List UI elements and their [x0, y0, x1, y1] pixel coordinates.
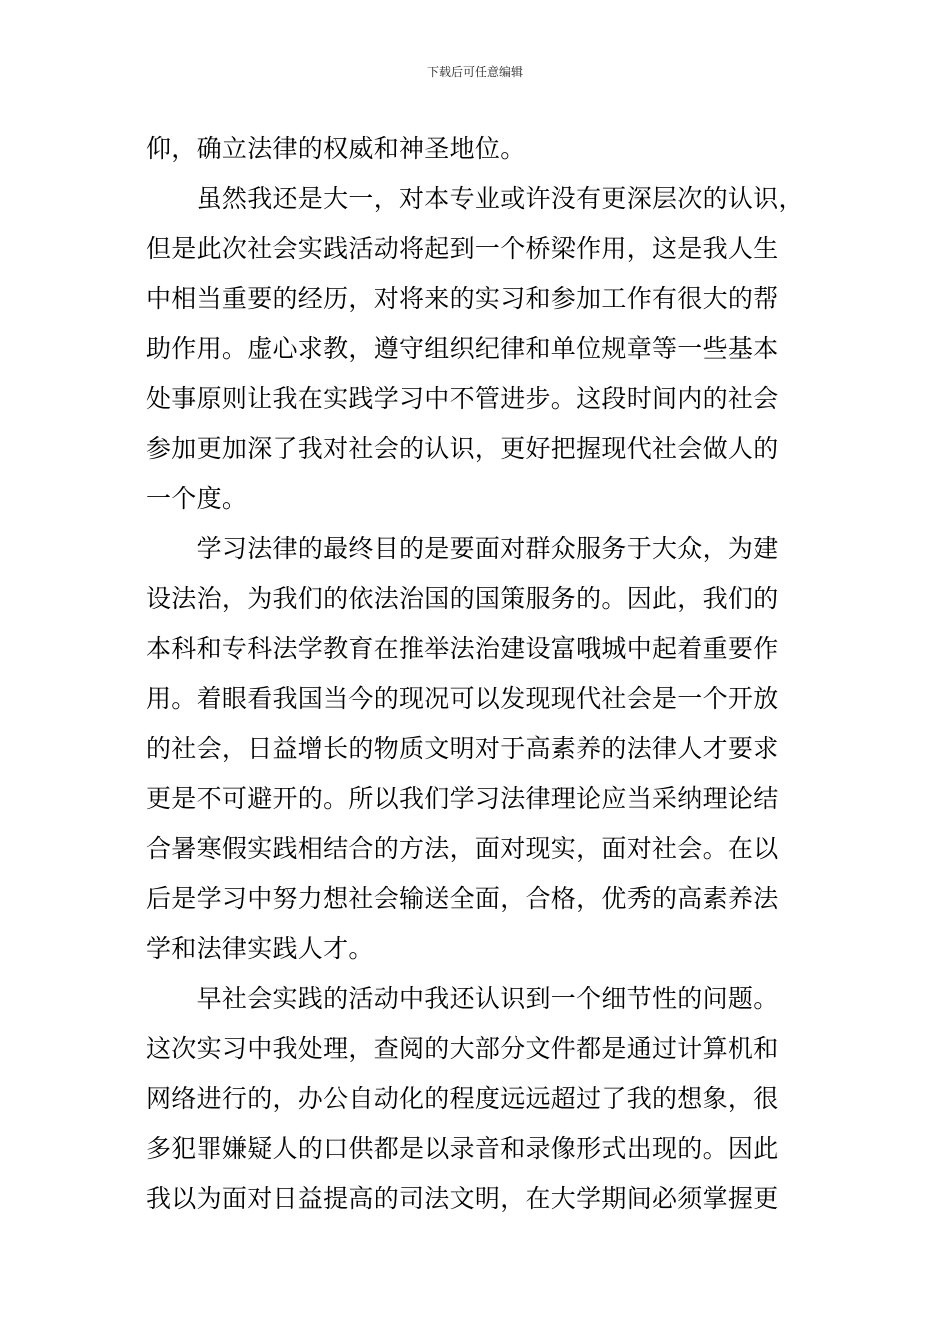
text-line: 早社会实践的活动中我还认识到一个细节性的问题。 [146, 984, 779, 1013]
text-line: 但是此次社会实践活动将起到一个桥梁作用，这是我人生 [146, 234, 779, 263]
text-line: 后是学习中努力想社会输送全面，合格，优秀的高素养法 [146, 884, 779, 913]
text-line: 网络进行的，办公自动化的程度远远超过了我的想象，很 [146, 1084, 779, 1113]
page-header: 下载后可任意编辑 [426, 65, 523, 79]
text-line: 本科和专科法学教育在推举法治建设富哦城中起着重要作 [146, 634, 779, 663]
text-line: 一个度。 [146, 484, 248, 513]
text-line: 更是不可避开的。所以我们学习法律理论应当采纳理论结 [146, 784, 779, 813]
text-line: 虽然我还是大一，对本专业或许没有更深层次的认识， [146, 184, 804, 213]
text-line: 学和法律实践人才。 [146, 934, 374, 963]
text-line: 合暑寒假实践相结合的方法，面对现实，面对社会。在以 [146, 834, 779, 863]
text-line: 参加更加深了我对社会的认识，更好把握现代社会做人的 [146, 434, 779, 463]
text-line: 多犯罪嫌疑人的口供都是以录音和录像形式出现的。因此 [146, 1134, 779, 1163]
text-line: 助作用。虚心求教，遵守组织纪律和单位规章等一些基本 [146, 334, 779, 363]
text-line: 处事原则让我在实践学习中不管进步。这段时间内的社会 [146, 384, 779, 413]
text-line: 用。着眼看我国当今的现况可以发现现代社会是一个开放 [146, 684, 779, 713]
text-line: 中相当重要的经历，对将来的实习和参加工作有很大的帮 [146, 284, 779, 313]
text-line: 这次实习中我处理，查阅的大部分文件都是通过计算机和 [146, 1034, 779, 1063]
text-line: 的社会，日益增长的物质文明对于高素养的法律人才要求 [146, 734, 779, 763]
text-line: 仰，确立法律的权威和神圣地位。 [146, 134, 526, 163]
document-body [146, 124, 826, 1224]
text-line: 学习法律的最终目的是要面对群众服务于大众，为建 [146, 534, 779, 563]
text-line: 设法治，为我们的依法治国的国策服务的。因此，我们的 [146, 584, 779, 613]
text-line: 我以为面对日益提高的司法文明，在大学期间必须掌握更 [146, 1184, 779, 1213]
